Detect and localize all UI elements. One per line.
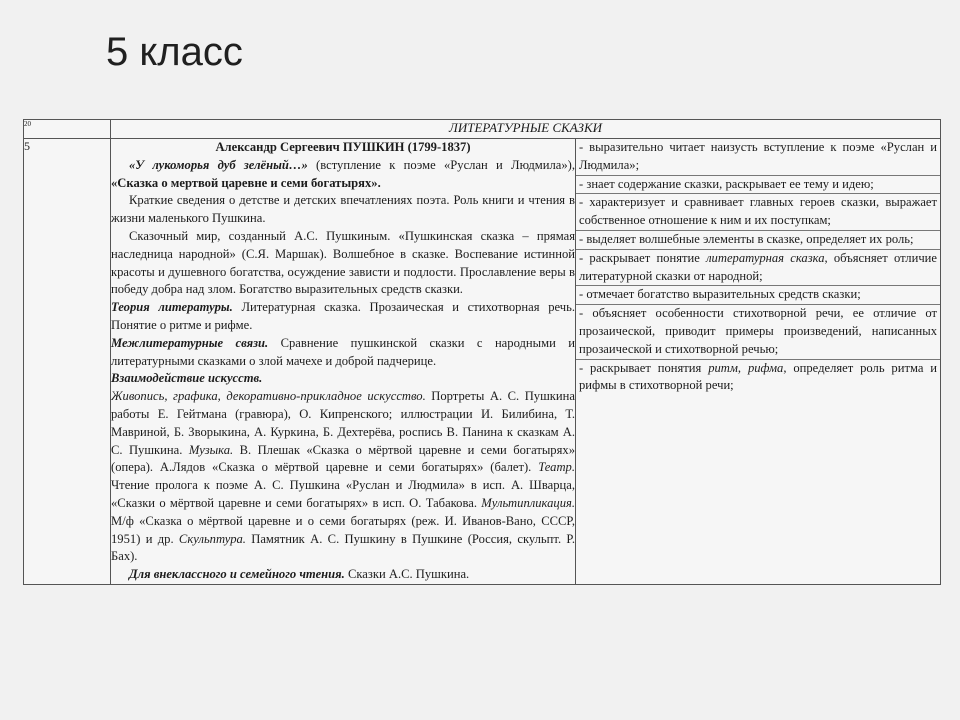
term-rhythm: ритм (708, 360, 738, 375)
sculpture-label: Скульптура. (178, 531, 246, 546)
results-cell (576, 139, 941, 585)
result-item: - объясняет особенности стихотворной речи, ее отличие от прозаической, приводит примеры произведений, написанных прозаической и стихотворной речью; (576, 305, 940, 359)
fairy-world-paragraph: Сказочный мир, созданный А.С. Пушкиным. «Пушкинская сказка – прямая наследница народной» (С.Я. Маршак). Волшебное в сказке. Воспевание истинной красоты и душевного богатства, осуждение зависти и подлости. Прославление веры в победу добра над злом. Богатство выразительных средств сказки. (111, 228, 575, 297)
theatre-text: Чтение пролога к поэме А. С. Пушкина «Руслан и Людмила» в исп. А. Шварца, «Сказки о мёртвой царевне и семи богатырях» в исп. О. Табакова. (111, 478, 575, 510)
animation-text: М/ф «Сказка о мёртвой царевне и о семи богатырях (реж. И. Иванов-Вано, СССР, 1951) и др. (111, 513, 575, 546)
section-header-row (24, 120, 941, 139)
extra-reading-paragraph (111, 566, 575, 584)
extra-reading-text: Сказки А.С. Пушкина. (344, 567, 470, 582)
slide-title: 5 класс (106, 30, 243, 74)
theory-label: Теория литературы. (111, 300, 233, 315)
result-item: - выразительно читает наизусть вступление к поэме «Руслан и Людмила»; (576, 139, 940, 176)
music-label: Музыка. (188, 442, 234, 457)
interlit-paragraph (111, 335, 575, 371)
bio-paragraph: Краткие сведения о детстве и детских впечатлениях поэта. Роль книги и чтения в жизни маленького Пушкина. (111, 193, 575, 226)
row-number: 5 (24, 139, 111, 585)
theory-paragraph (111, 299, 575, 335)
result-item: - раскрывает понятие литературная сказка, объясняет отличие литературной сказки от народной; (576, 250, 940, 287)
content-cell (111, 139, 576, 585)
result-item: - отмечает богатство выразительных средств сказки; (576, 286, 940, 305)
painting-text: Портреты А. С. Пушкина работы Е. Гейтмана (гравюра), О. Кипренского; иллюстрации И. Билибина, Т. Мавриной, Б. Зворыкина, А. Куркина, Б. Дехтерёва, роспись В. Панина к сказкам А. С. Пушкина. (111, 389, 575, 457)
music-text: В. Плешак «Сказка о мёртвой царевне и семи богатырях» (опера). А.Лядов «Сказка о мёртвой царевне и семи богатырях» (балет). (111, 442, 575, 475)
arts-paragraph (111, 388, 575, 566)
term-rhyme: рифма (747, 360, 784, 375)
animation-label: Мультипликация. (481, 495, 575, 510)
arts-label: Взаимодействие искусств. (111, 371, 263, 386)
work-title-1: «У лукоморья дуб зелёный…» (129, 157, 308, 172)
term-literary-tale: литературная сказка (706, 250, 825, 265)
sculpture-text: Памятник А. С. Пушкину в Пушкине (Россия, скульпт. Р. Бах). (111, 531, 575, 564)
author-heading: Александр Сергеевич ПУШКИН (1799-1837) (215, 140, 471, 154)
result-item: - выделяет волшебные элементы в сказке, определяет их роль; (576, 231, 940, 250)
work-note-1: (вступление к поэме «Руслан и Людмила»), (307, 157, 575, 172)
works-paragraph (111, 157, 575, 193)
painting-label: Живопись, графика, декоративно-прикладное искусство. (111, 389, 426, 404)
work-title-2: «Сказка о мертвой царевне и семи богатырях». (111, 175, 381, 190)
curriculum-table (23, 119, 941, 585)
section-number: 20 (24, 120, 111, 139)
result-item: - характеризует и сравнивает главных героев сказки, выражает собственное отношение к ним и их поступкам; (576, 194, 940, 231)
table-row (24, 139, 941, 585)
theory-text: Литературная сказка. Прозаическая и стихотворная речь. Понятие о ритме и рифме. (111, 300, 576, 332)
result-item: - раскрывает понятия ритм, рифма, определяет роль ритма и рифмы в стихотворной речи; (579, 360, 938, 393)
interlit-label: Межлитературные связи. (111, 335, 269, 350)
interlit-text: Сравнение пушкинской сказки с народными и литературными сказками о злой мачехе и доброй падчерице. (111, 335, 576, 368)
theatre-label: Театр. (538, 460, 575, 475)
section-title: ЛИТЕРАТУРНЫЕ СКАЗКИ (111, 120, 941, 139)
extra-reading-label: Для внеклассного и семейного чтения. (129, 567, 345, 582)
result-item: - знает содержание сказки, раскрывает ее тему и идею; (576, 176, 940, 195)
